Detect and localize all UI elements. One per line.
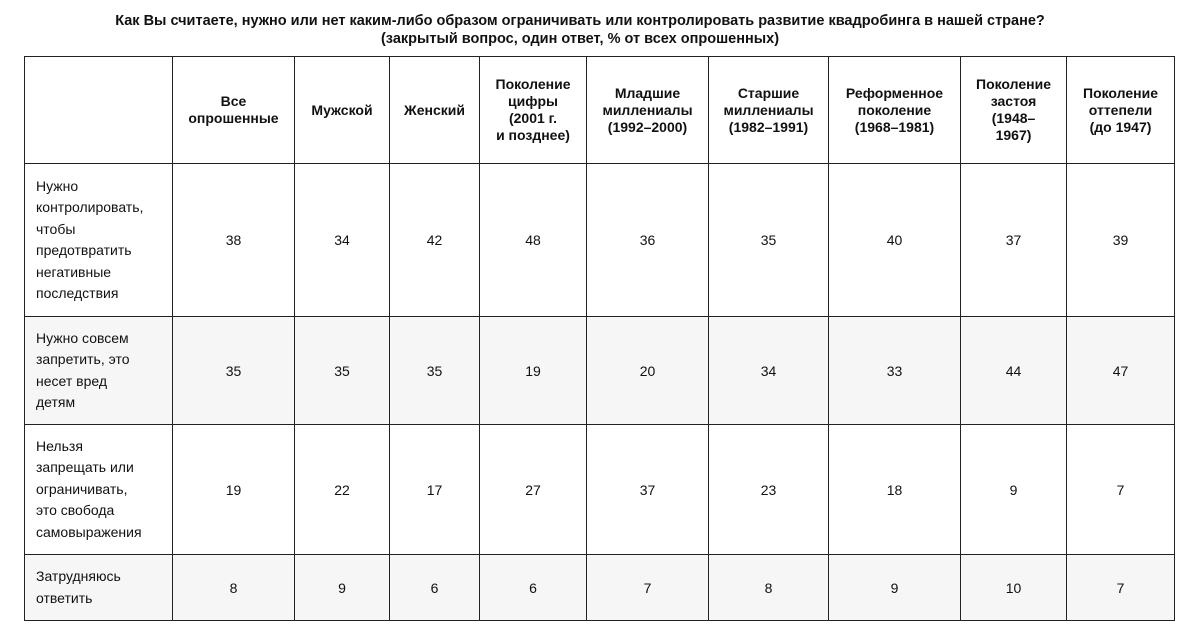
value-cell: 20: [587, 317, 709, 425]
header-line: (1968–1981): [854, 118, 935, 135]
title-question: Как Вы считаете, нужно или нет каким-либо образом ограничивать или контролировать развитие квадробинга в нашей стране?: [115, 13, 1045, 29]
row-label-line: предотвратить: [36, 242, 132, 258]
table-row: [25, 317, 1175, 425]
row-label-line: негативные: [36, 263, 112, 280]
row-label-line: Нужно: [36, 177, 79, 194]
header-line: поколение: [857, 101, 932, 118]
value-cell: 36: [587, 164, 709, 317]
header-line: Поколение: [495, 76, 571, 92]
header-line: миллениалы: [723, 101, 814, 118]
header-cell: [390, 57, 480, 164]
value-cell: 34: [295, 164, 390, 317]
header-line: (1992–2000): [607, 118, 688, 135]
value-cell: 34: [709, 317, 829, 425]
header-row: [25, 57, 1175, 164]
row-label-line: Нужно совсем: [36, 329, 129, 346]
value-cell: 23: [709, 425, 829, 555]
value-cell: 42: [390, 164, 480, 317]
header-line: Поколение: [976, 76, 1051, 92]
row-label-line: ограничивать,: [36, 480, 128, 497]
row-label-line: Затрудняюсь: [36, 568, 121, 584]
row-label: [25, 555, 173, 621]
row-label-line: запретить, это: [36, 351, 130, 367]
row-label-line: детям: [36, 394, 76, 410]
value-cell: 7: [1067, 425, 1175, 555]
value-cell: 19: [173, 425, 295, 555]
value-cell: 7: [587, 555, 709, 621]
header-cell: [587, 57, 709, 164]
header-line: 1967): [995, 127, 1032, 143]
value-cell: 22: [295, 425, 390, 555]
value-cell: 38: [173, 164, 295, 317]
header-cell: [829, 57, 961, 164]
header-line: (2001 г.: [508, 110, 557, 126]
header-cell: [295, 57, 390, 164]
title-subtitle: (закрытый вопрос, один ответ, % от всех опрошенных): [380, 31, 780, 47]
value-cell: 10: [961, 555, 1067, 621]
table-row: [25, 425, 1175, 555]
header-line: Женский: [404, 101, 465, 118]
row-label-line: запрещать или: [36, 459, 134, 476]
row-label-line: это свобода: [36, 502, 115, 519]
header-cell: [480, 57, 587, 164]
header-line: (1982–1991): [728, 118, 809, 135]
header-corner-cell: [25, 57, 173, 164]
value-cell: 9: [961, 425, 1067, 555]
value-cell: 6: [480, 555, 587, 621]
value-cell: 18: [829, 425, 961, 555]
value-cell: 37: [587, 425, 709, 555]
header-line: миллениалы: [602, 101, 693, 118]
row-label: [25, 317, 173, 425]
header-line: Все: [220, 93, 247, 109]
header-cell: [961, 57, 1067, 164]
header-cell: [709, 57, 829, 164]
value-cell: 37: [961, 164, 1067, 317]
header-line: Поколение: [1083, 84, 1158, 101]
header-line: Старшие: [737, 84, 800, 101]
survey-results-table: [24, 56, 1175, 621]
value-cell: 48: [480, 164, 587, 317]
value-cell: 9: [295, 555, 390, 621]
value-cell: 8: [709, 555, 829, 621]
row-label-line: Нельзя: [36, 437, 83, 454]
header-line: Реформенное: [845, 84, 944, 101]
value-cell: 47: [1067, 317, 1175, 425]
row-label-line: ответить: [36, 589, 93, 606]
value-cell: 35: [295, 317, 390, 425]
value-cell: 35: [173, 317, 295, 425]
value-cell: 19: [480, 317, 587, 425]
row-label: [25, 425, 173, 555]
value-cell: 35: [709, 164, 829, 317]
value-cell: 39: [1067, 164, 1175, 317]
header-line: Младшие: [614, 84, 681, 101]
value-cell: 17: [390, 425, 480, 555]
header-cell: [1067, 57, 1175, 164]
row-label-line: чтобы: [36, 220, 76, 237]
value-cell: 9: [829, 555, 961, 621]
header-line: оттепели: [1088, 101, 1153, 118]
header-line: и позднее): [496, 127, 570, 143]
value-cell: 33: [829, 317, 961, 425]
header-cell: [173, 57, 295, 164]
table-row: [25, 555, 1175, 621]
row-label: [25, 164, 173, 317]
table-row: [25, 164, 1175, 317]
header-line: (до 1947): [1089, 118, 1152, 135]
header-line: застоя: [990, 93, 1037, 109]
value-cell: 35: [390, 317, 480, 425]
header-line: опрошенные: [188, 110, 279, 126]
header-line: (1948–: [991, 110, 1036, 126]
row-label-line: последствия: [36, 285, 119, 301]
row-label-line: контролировать,: [36, 199, 144, 215]
row-label-line: самовыражения: [36, 523, 142, 540]
value-cell: 8: [173, 555, 295, 621]
row-label-line: несет вред: [36, 372, 108, 389]
value-cell: 6: [390, 555, 480, 621]
value-cell: 27: [480, 425, 587, 555]
header-line: Мужской: [311, 101, 373, 118]
value-cell: 40: [829, 164, 961, 317]
value-cell: 44: [961, 317, 1067, 425]
header-line: цифры: [508, 93, 558, 109]
value-cell: 7: [1067, 555, 1175, 621]
survey-question-title: [0, 12, 1160, 48]
